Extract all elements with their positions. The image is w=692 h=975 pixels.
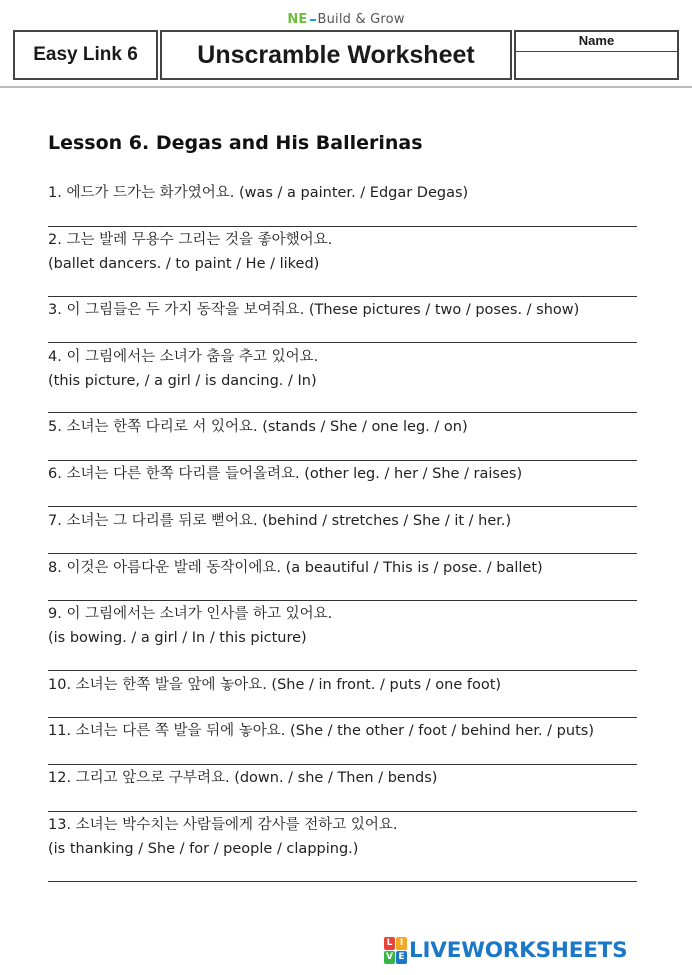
question-korean: 3. 이 그림들은 두 가지 동작을 보여줘요. xyxy=(48,302,305,318)
question-words: (other leg. / her / She / raises) xyxy=(304,466,523,482)
question-words: (She / the other / foot / behind her. / puts) xyxy=(290,723,594,739)
question-korean: 7. 소녀는 그 다리를 뒤로 뻗어요. xyxy=(48,513,258,529)
logo-bar xyxy=(310,19,316,21)
answer-line-10[interactable] xyxy=(48,717,637,718)
answer-line-13[interactable] xyxy=(48,881,637,882)
question-2 xyxy=(48,228,332,276)
name-label: Name xyxy=(515,31,678,52)
answer-line-4[interactable] xyxy=(48,412,637,413)
question-13 xyxy=(48,813,397,861)
question-words: (stands / She / one leg. / on) xyxy=(262,419,468,435)
question-korean: 8. 이것은 아름다운 발레 동작이에요. xyxy=(48,560,281,576)
logo-letters: NE xyxy=(287,12,308,27)
question-words: (this picture, / a girl / is dancing. / In) xyxy=(48,373,317,389)
worksheet-title: Unscramble Worksheet xyxy=(197,40,475,69)
badge-letter: L xyxy=(384,937,395,950)
question-11 xyxy=(48,719,594,743)
level-label: Easy Link 6 xyxy=(33,44,138,65)
liveworksheets-wordmark: LIVEWORKSHEETS xyxy=(409,937,628,963)
answer-line-6[interactable] xyxy=(48,506,637,507)
name-field[interactable] xyxy=(515,52,678,79)
badge-letter: I xyxy=(396,937,407,950)
answer-line-12[interactable] xyxy=(48,811,637,812)
header-divider xyxy=(0,86,692,88)
question-korean: 5. 소녀는 한쪽 다리로 서 있어요. xyxy=(48,419,258,435)
answer-line-9[interactable] xyxy=(48,670,637,671)
liveworksheets-logo xyxy=(384,936,627,964)
badge-letter: V xyxy=(384,951,395,964)
answer-line-3[interactable] xyxy=(48,342,637,343)
question-korean: 10. 소녀는 한쪽 발을 앞에 놓아요. xyxy=(48,677,267,693)
question-5 xyxy=(48,415,468,439)
answer-line-7[interactable] xyxy=(48,553,637,554)
live-badge-icon xyxy=(384,937,407,964)
answer-line-8[interactable] xyxy=(48,600,637,601)
logo-tagline: Build & Grow xyxy=(317,12,405,27)
question-words: (is bowing. / a girl / In / this picture) xyxy=(48,630,307,646)
level-box xyxy=(13,30,158,80)
question-words: (is thanking / She / for / people / clapping.) xyxy=(48,841,359,857)
question-words: (These pictures / two / poses. / show) xyxy=(308,302,580,318)
question-korean: 4. 이 그림에서는 소녀가 춤을 추고 있어요. xyxy=(48,349,319,365)
question-words: (down. / she / Then / bends) xyxy=(234,770,438,786)
question-korean: 13. 소녀는 박수치는 사람들에게 감사를 전하고 있어요. xyxy=(48,817,398,833)
question-korean: 1. 에드가 드가는 화가였어요. xyxy=(48,185,235,201)
question-korean: 6. 소녀는 다른 한쪽 다리를 들어올려요. xyxy=(48,466,300,482)
question-10 xyxy=(48,673,501,697)
question-korean: 11. 소녀는 다른 쪽 발을 뒤에 놓아요. xyxy=(48,723,286,739)
answer-line-1[interactable] xyxy=(48,226,637,227)
question-korean: 2. 그는 발레 무용수 그리는 것을 좋아했어요. xyxy=(48,232,333,248)
answer-line-2[interactable] xyxy=(48,296,637,297)
worksheet-title-box xyxy=(160,30,512,80)
question-3 xyxy=(48,298,579,322)
badge-letter: E xyxy=(396,951,407,964)
answer-line-5[interactable] xyxy=(48,460,637,461)
question-8 xyxy=(48,556,543,580)
question-1 xyxy=(48,181,468,205)
question-7 xyxy=(48,509,511,533)
question-9 xyxy=(48,602,332,650)
question-4 xyxy=(48,345,318,393)
question-words: (She / in front. / puts / one foot) xyxy=(271,677,502,693)
question-words: (behind / stretches / She / it / her.) xyxy=(262,513,512,529)
question-6 xyxy=(48,462,522,486)
question-12 xyxy=(48,766,437,790)
question-korean: 12. 그리고 앞으로 구부려요. xyxy=(48,770,230,786)
publisher-logo xyxy=(0,12,692,27)
question-words: (ballet dancers. / to paint / He / liked) xyxy=(48,256,320,272)
question-korean: 9. 이 그림에서는 소녀가 인사를 하고 있어요. xyxy=(48,606,333,622)
question-words: (a beautiful / This is / pose. / ballet) xyxy=(285,560,543,576)
answer-line-11[interactable] xyxy=(48,764,637,765)
lesson-title: Lesson 6. Degas and His Ballerinas xyxy=(48,132,423,154)
question-words: (was / a painter. / Edgar Degas) xyxy=(238,185,469,201)
name-box xyxy=(514,30,679,80)
